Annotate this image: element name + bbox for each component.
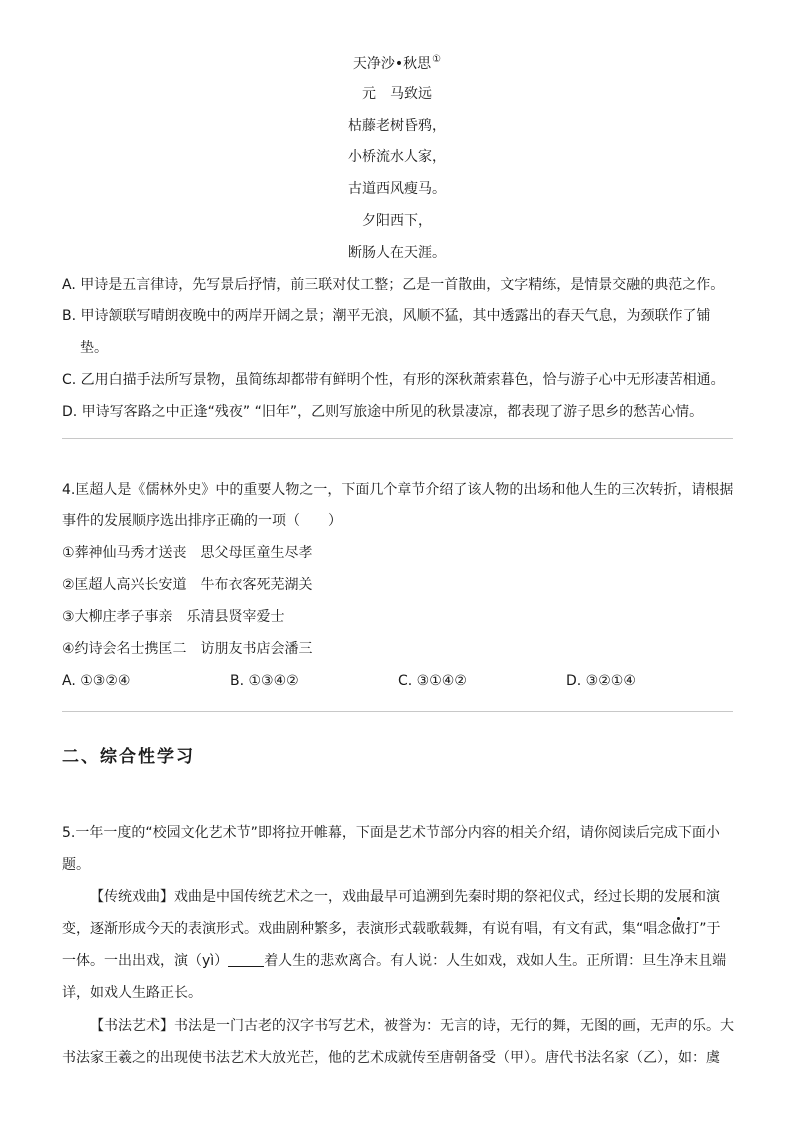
option-a: A. 甲诗是五言律诗，先写景后抒情，前三联对仗工整；乙是一首散曲，文字精练，是情景交融的典范之作。 bbox=[62, 277, 725, 293]
poem-line: 断肠人在天涯。 bbox=[348, 245, 446, 261]
option-c: C. 乙用白描手法所写景物，虽简练却都带有鲜明个性，有形的深秋萧索暮色，恰与游子心中无形凄苦相通。 bbox=[62, 372, 725, 388]
question-4-item-1: ①葬神仙马秀才送丧 思父母匡童生尽孝 bbox=[62, 545, 313, 561]
poem-title-text: 天净沙•秋思 bbox=[352, 56, 432, 72]
divider bbox=[62, 438, 733, 439]
text-span: 着人生的悲欢离合。有人说：人生如戏，戏如人生。正所谓：旦生净末且端 bbox=[264, 953, 727, 969]
paragraph-calligraphy-line-2: 书法家王羲之的出现使书法艺术大放光芒，他的艺术成就传至唐朝备受（甲）。唐代书法名家（乙），如：虞 bbox=[62, 1050, 720, 1066]
question-4-option-a: A. ①③②④ bbox=[62, 673, 131, 689]
paragraph-opera-line-1: 【传统戏曲】戏曲是中国传统艺术之一，戏曲最早可追溯到先秦时期的祭祀仪式，经过长期的发展和演 bbox=[90, 889, 720, 905]
poem-author: 元 马致远 bbox=[362, 86, 432, 102]
question-4-stem-continued: 事件的发展顺序选出排序正确的一项（ ） bbox=[62, 513, 342, 529]
question-4-stem: 4.匡超人是《儒林外史》中的重要人物之一，下面几个章节介绍了该人物的出场和他人生的三次转折，请根据 bbox=[62, 482, 734, 498]
question-5-stem-continued: 题。 bbox=[62, 857, 90, 873]
question-4-option-d: D. ③②①④ bbox=[566, 673, 636, 689]
question-4-option-c: C. ③①④② bbox=[398, 673, 467, 689]
question-4-item-2: ②匡超人高兴长安道 牛布衣客死芜湖关 bbox=[62, 577, 313, 593]
text-span: 打”于 bbox=[685, 921, 721, 937]
question-5-stem: 5.一年一度的“校园文化艺术节”即将拉开帷幕，下面是艺术节部分内容的相关介绍，请你阅读后完成下面小 bbox=[62, 825, 720, 841]
poem-line: 古道西风瘦马。 bbox=[348, 181, 446, 197]
question-4-item-3: ③大柳庄孝子事亲 乐清县贤宰爱士 bbox=[62, 609, 285, 625]
paragraph-opera-line-3 bbox=[62, 951, 726, 971]
paragraph-opera-line-2 bbox=[62, 919, 721, 939]
question-4-item-4: ④约诗会名士携匡二 访朋友书店会潘三 bbox=[62, 641, 313, 657]
paragraph-calligraphy-line-1: 【书法艺术】书法是一门古老的汉字书写艺术，被誉为：无言的诗，无行的舞，无图的画，无声的乐。大 bbox=[90, 1018, 734, 1034]
text-span: 变，逐渐形成今天的表演形式。戏曲剧种繁多，表演形式载歌载舞，有说有唱，有文有武，集“唱念 bbox=[62, 921, 672, 937]
divider bbox=[62, 711, 733, 712]
poem-line: 小桥流水人家， bbox=[348, 149, 446, 165]
fill-blank[interactable] bbox=[228, 952, 264, 967]
option-d: D. 甲诗写客路之中正逢“残夜” “旧年”，乙则写旅途中所见的秋景凄凉，都表现了游子思乡的愁苦心情。 bbox=[62, 404, 704, 420]
option-b-continued: 垫。 bbox=[80, 340, 108, 356]
poem-line: 枯藤老树昏鸦， bbox=[348, 118, 446, 134]
poem-line: 夕阳西下， bbox=[362, 213, 432, 229]
emphasis-dot-char: 做 bbox=[671, 921, 686, 937]
poem-title bbox=[0, 50, 794, 74]
option-b: B. 甲诗颔联写晴朗夜晚中的两岸开阔之景；潮平无浪，风顺不猛，其中透露出的春天气息，为颈联作了铺 bbox=[62, 308, 711, 324]
paragraph-opera-line-4: 详，如戏人生路正长。 bbox=[62, 985, 202, 1001]
question-4-option-b: B. ①③④② bbox=[230, 673, 299, 689]
text-span: 一体。一出出戏，演（yì） bbox=[62, 953, 229, 969]
footnote-marker: ① bbox=[432, 54, 442, 65]
section-heading: 二、综合性学习 bbox=[62, 747, 195, 767]
